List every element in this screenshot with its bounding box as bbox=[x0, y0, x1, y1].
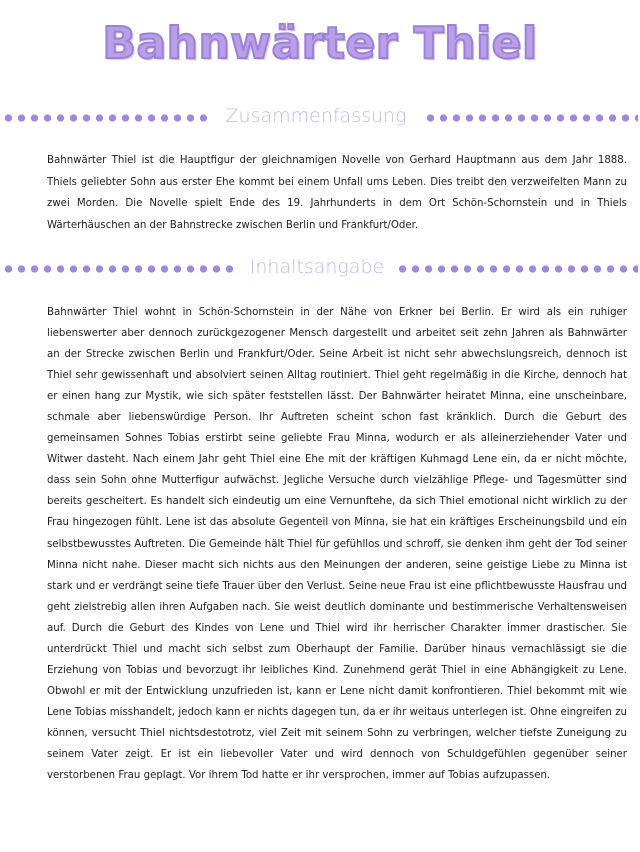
content-paragraph: Bahnwärter Thiel wohnt in Schön-Schornstein in der Nähe von Erkner bei Berlin. Er wird als ein ruhiger liebenswerter aber dennoch zurückgezogener Mensch dargestellt und arbeitet seit zehn Jahren als Bahnwärter an der Strecke zwischen Berlin und Frankfurt/Oder. Seine Arbeit ist nicht sehr abwechslungsreich, dennoch ist Thiel sehr gewissenhaft und absolviert seinen Alltag routiniert. Thiel geht regelmäßig in die Kirche, dennoch hat er einen hang zur Mystik, wie sich später feststellen lässt. Der Bahnwärter heiratet Minna, eine unscheinbare, schmale aber liebenswürdige Person. Ihr Auftreten scheint schon fast kränklich. Durch die Geburt des gemeinsamen Sohnes Tobias erstirbt seine geliebte Frau Minna, wodurch er als alleinerziehender Vater und Witwer dasteht. Nach einem Jahr geht Thiel eine Ehe mit der kräftigen Kuhmagd Lene ein, da er nicht möchte, dass sein Sohn ohne Mutterfigur aufwächst. Jegliche Versuche durch vielzählige Pflege- und Tagesmütter sind bereits gescheitert. Es handelt sich eindeutig um eine Vernunftehe, da sich Thiel emotional nicht wirklich zu der Frau hingezogen fühlt. Lene ist das absolute Gegenteil von Minna, sie hat ein kräftiges Erscheinungsbild und ein selbstbewusstes Auftreten. Die Gemeinde hält Thiel für gefühllos und schroff, sie denken ihm geht der Tod seiner Minna nicht nahe. Dieser macht sich nichts aus den Meinungen der anderen, seine geistige Liebe zu Minna ist stark und er verdrängt seine tiefe Trauer über den Verlust. Seine neue Frau ist eine pflichtbewusste Hausfrau und geht zielstrebig allen ihren Aufgaben nach. Sie weist deutlich dominante und bestimmerische Verhaltensweisen auf. Durch die Geburt des Kindes von Lene und Thiel wird ihr herrischer Charakter immer drastischer. Sie unterdrückt Thiel und macht sich selbst zum Oberhaupt der Familie. Darüber hinaus vernachlässigt sie die Erziehung von Tobias und bevorzugt ihr leibliches Kind. Zunehmend gerät Thiel in eine Abhängigkeit zu Lene. Obwohl er mit der Entwicklung unzufrieden ist, kann er Lene nicht damit konfrontieren. Thiel bekommt mit wie Lene Tobias misshandelt, jedoch kann er nichts dagegen tun, da er ihr weitaus unterlegen ist. Ohne eingreifen zu können, versucht Thiel nichtsdestotrotz, viel Zeit mit seinem Sohn zu verbringen, welcher tiefste Zuneigung zu seinem Vater zeigt. Er ist ein liebevoller Vater und wird dennoch von Schuldgefühlen gegenüber seiner verstorbenen Frau geplagt. Vor ihrem Tod hatte er ihr versprochen, immer auf Tobias aufzupassen. bbox=[47, 307, 627, 782]
page-title: Bahnwärter Thiel bbox=[102, 18, 538, 69]
dotted-line-right bbox=[424, 113, 638, 123]
dotted-line-left bbox=[2, 113, 208, 123]
section-divider-content bbox=[0, 256, 640, 280]
section-heading-content: Inhaltsangabe bbox=[249, 256, 385, 278]
dotted-line-left bbox=[2, 264, 238, 274]
section-divider-summary bbox=[0, 105, 640, 129]
section-heading-summary: Zusammenfassung bbox=[225, 105, 407, 127]
summary-paragraph: Bahnwärter Thiel ist die Hauptfigur der gleichnamigen Novelle von Gerhard Hauptmann aus dem Jahr 1888. Thiels geliebter Sohn aus erster Ehe kommt bei einem Unfall ums Leben. Dies treibt den verzweifelten Mann zu zwei Morden. Die Novelle spielt Ende des 19. Jahrhunderts in dem Ort Schön-Schornstein und in Thiels Wärterhäuschen an der Bahnstrecke zwischen Berlin und Frankfurt/Oder. bbox=[47, 155, 627, 231]
dotted-line-right bbox=[396, 264, 638, 274]
